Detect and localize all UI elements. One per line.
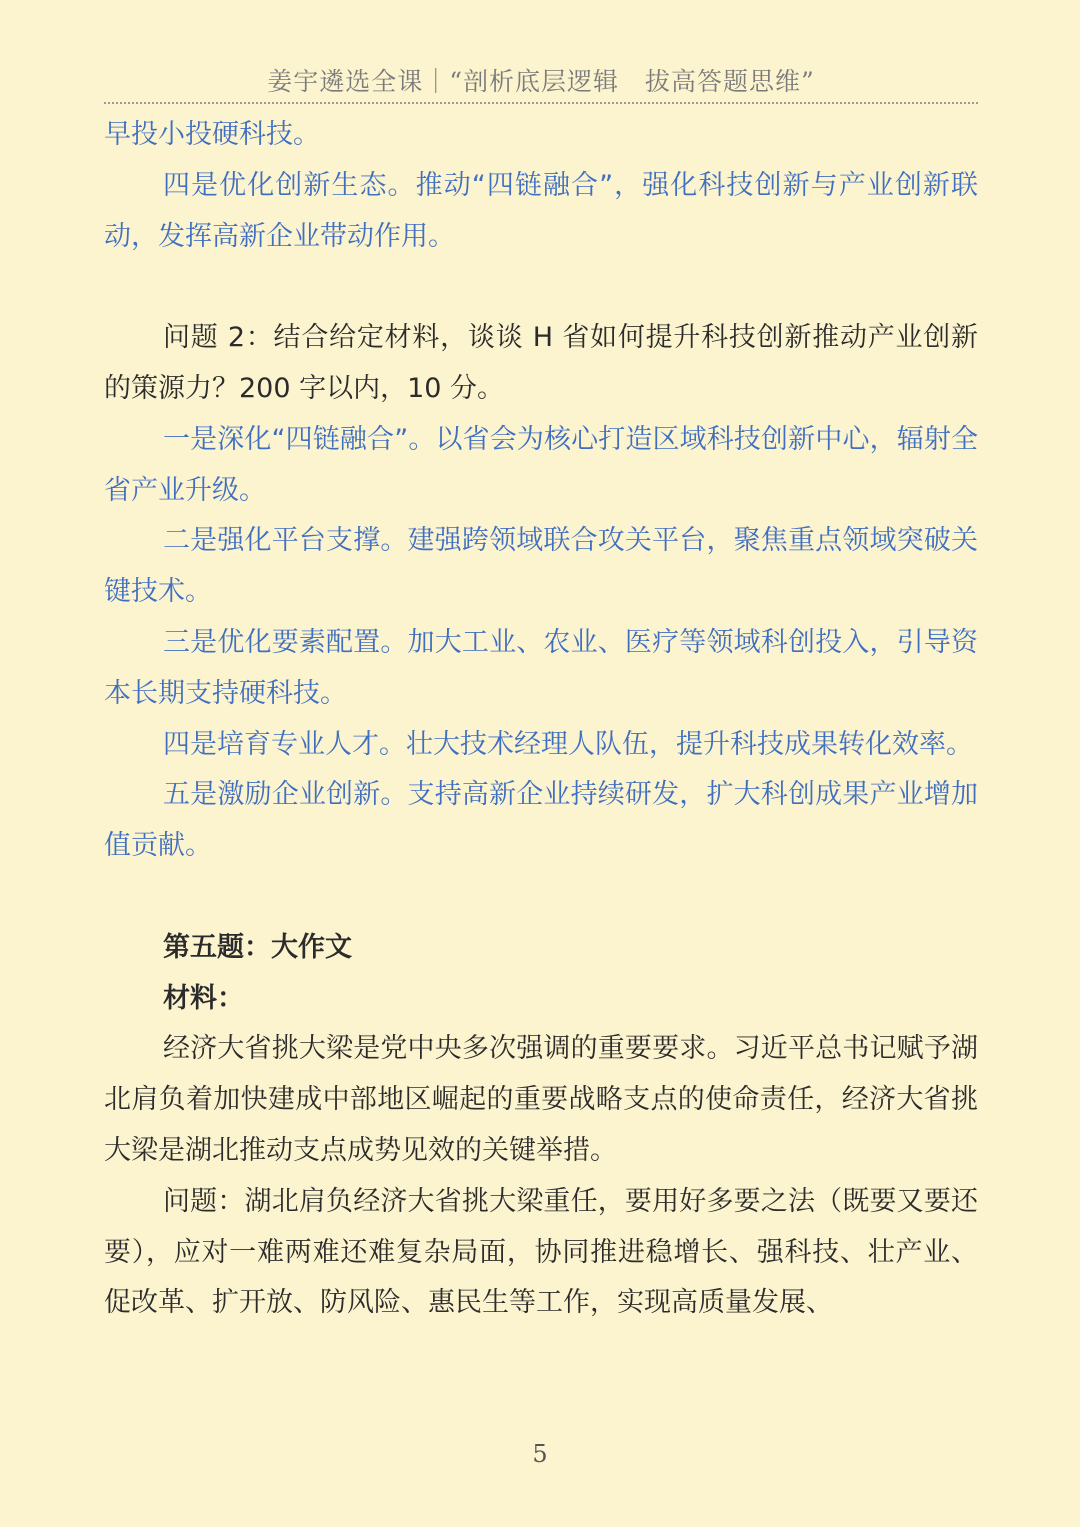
q2-answer-2: 二是强化平台支撑。建强跨领域联合攻关平台，聚焦重点领域突破关键技术。 [104, 525, 978, 608]
paragraph-gap [104, 872, 978, 923]
answer-paragraph-continued: 早投小投硬科技。 [104, 119, 320, 150]
material-paragraph: 经济大省挑大梁是党中央多次强调的重要要求。习近平总书记赋予湖北肩负着加快建成中部地区崛起的重要战略支点的使命责任，经济大省挑大梁是湖北推动支点成势见效的关键举措。 [104, 1033, 978, 1166]
page-number: 5 [532, 1440, 548, 1468]
header-dotted-divider [104, 102, 978, 104]
material-label: 材料： [163, 982, 244, 1014]
question-2-paragraph: 问题 2：结合给定材料，谈谈 H 省如何提升科技创新推动产业创新的策源力？200 字以内，10 分。 [104, 322, 978, 404]
paragraph-gap [104, 262, 978, 313]
answer-paragraph-4: 四是优化创新生态。推动“四链融合”，强化科技创新与产业创新联动，发挥高新企业带动作用。 [104, 169, 978, 252]
q2-answer-4: 四是培育专业人才。壮大技术经理人队伍，提升科技成果转化效率。 [163, 728, 973, 760]
q2-answer-3: 三是优化要素配置。加大工业、农业、医疗等领域科创投入，引导资本长期支持硬科技。 [104, 626, 978, 709]
q2-answer-5: 五是激励企业创新。支持高新企业持续研发，扩大科创成果产业增加值贡献。 [104, 779, 978, 862]
running-header: 姜宇遴选全课｜“剖析底层逻辑 拔高答题思维” [267, 67, 815, 96]
section-heading-essay: 第五题：大作文 [163, 931, 352, 963]
q2-answer-1: 一是深化“四链融合”。以省会为核心打造区域科技创新中心，辐射全省产业升级。 [104, 423, 978, 506]
essay-question-paragraph: 问题：湖北肩负经济大省挑大梁重任，要用好多要之法（既要又要还要），应对一难两难还难复杂局面，协同推进稳增长、强科技、壮产业、促改革、扩开放、防风险、惠民生等工作，实现高质量发展、 [104, 1185, 978, 1319]
page-content [104, 110, 978, 1329]
